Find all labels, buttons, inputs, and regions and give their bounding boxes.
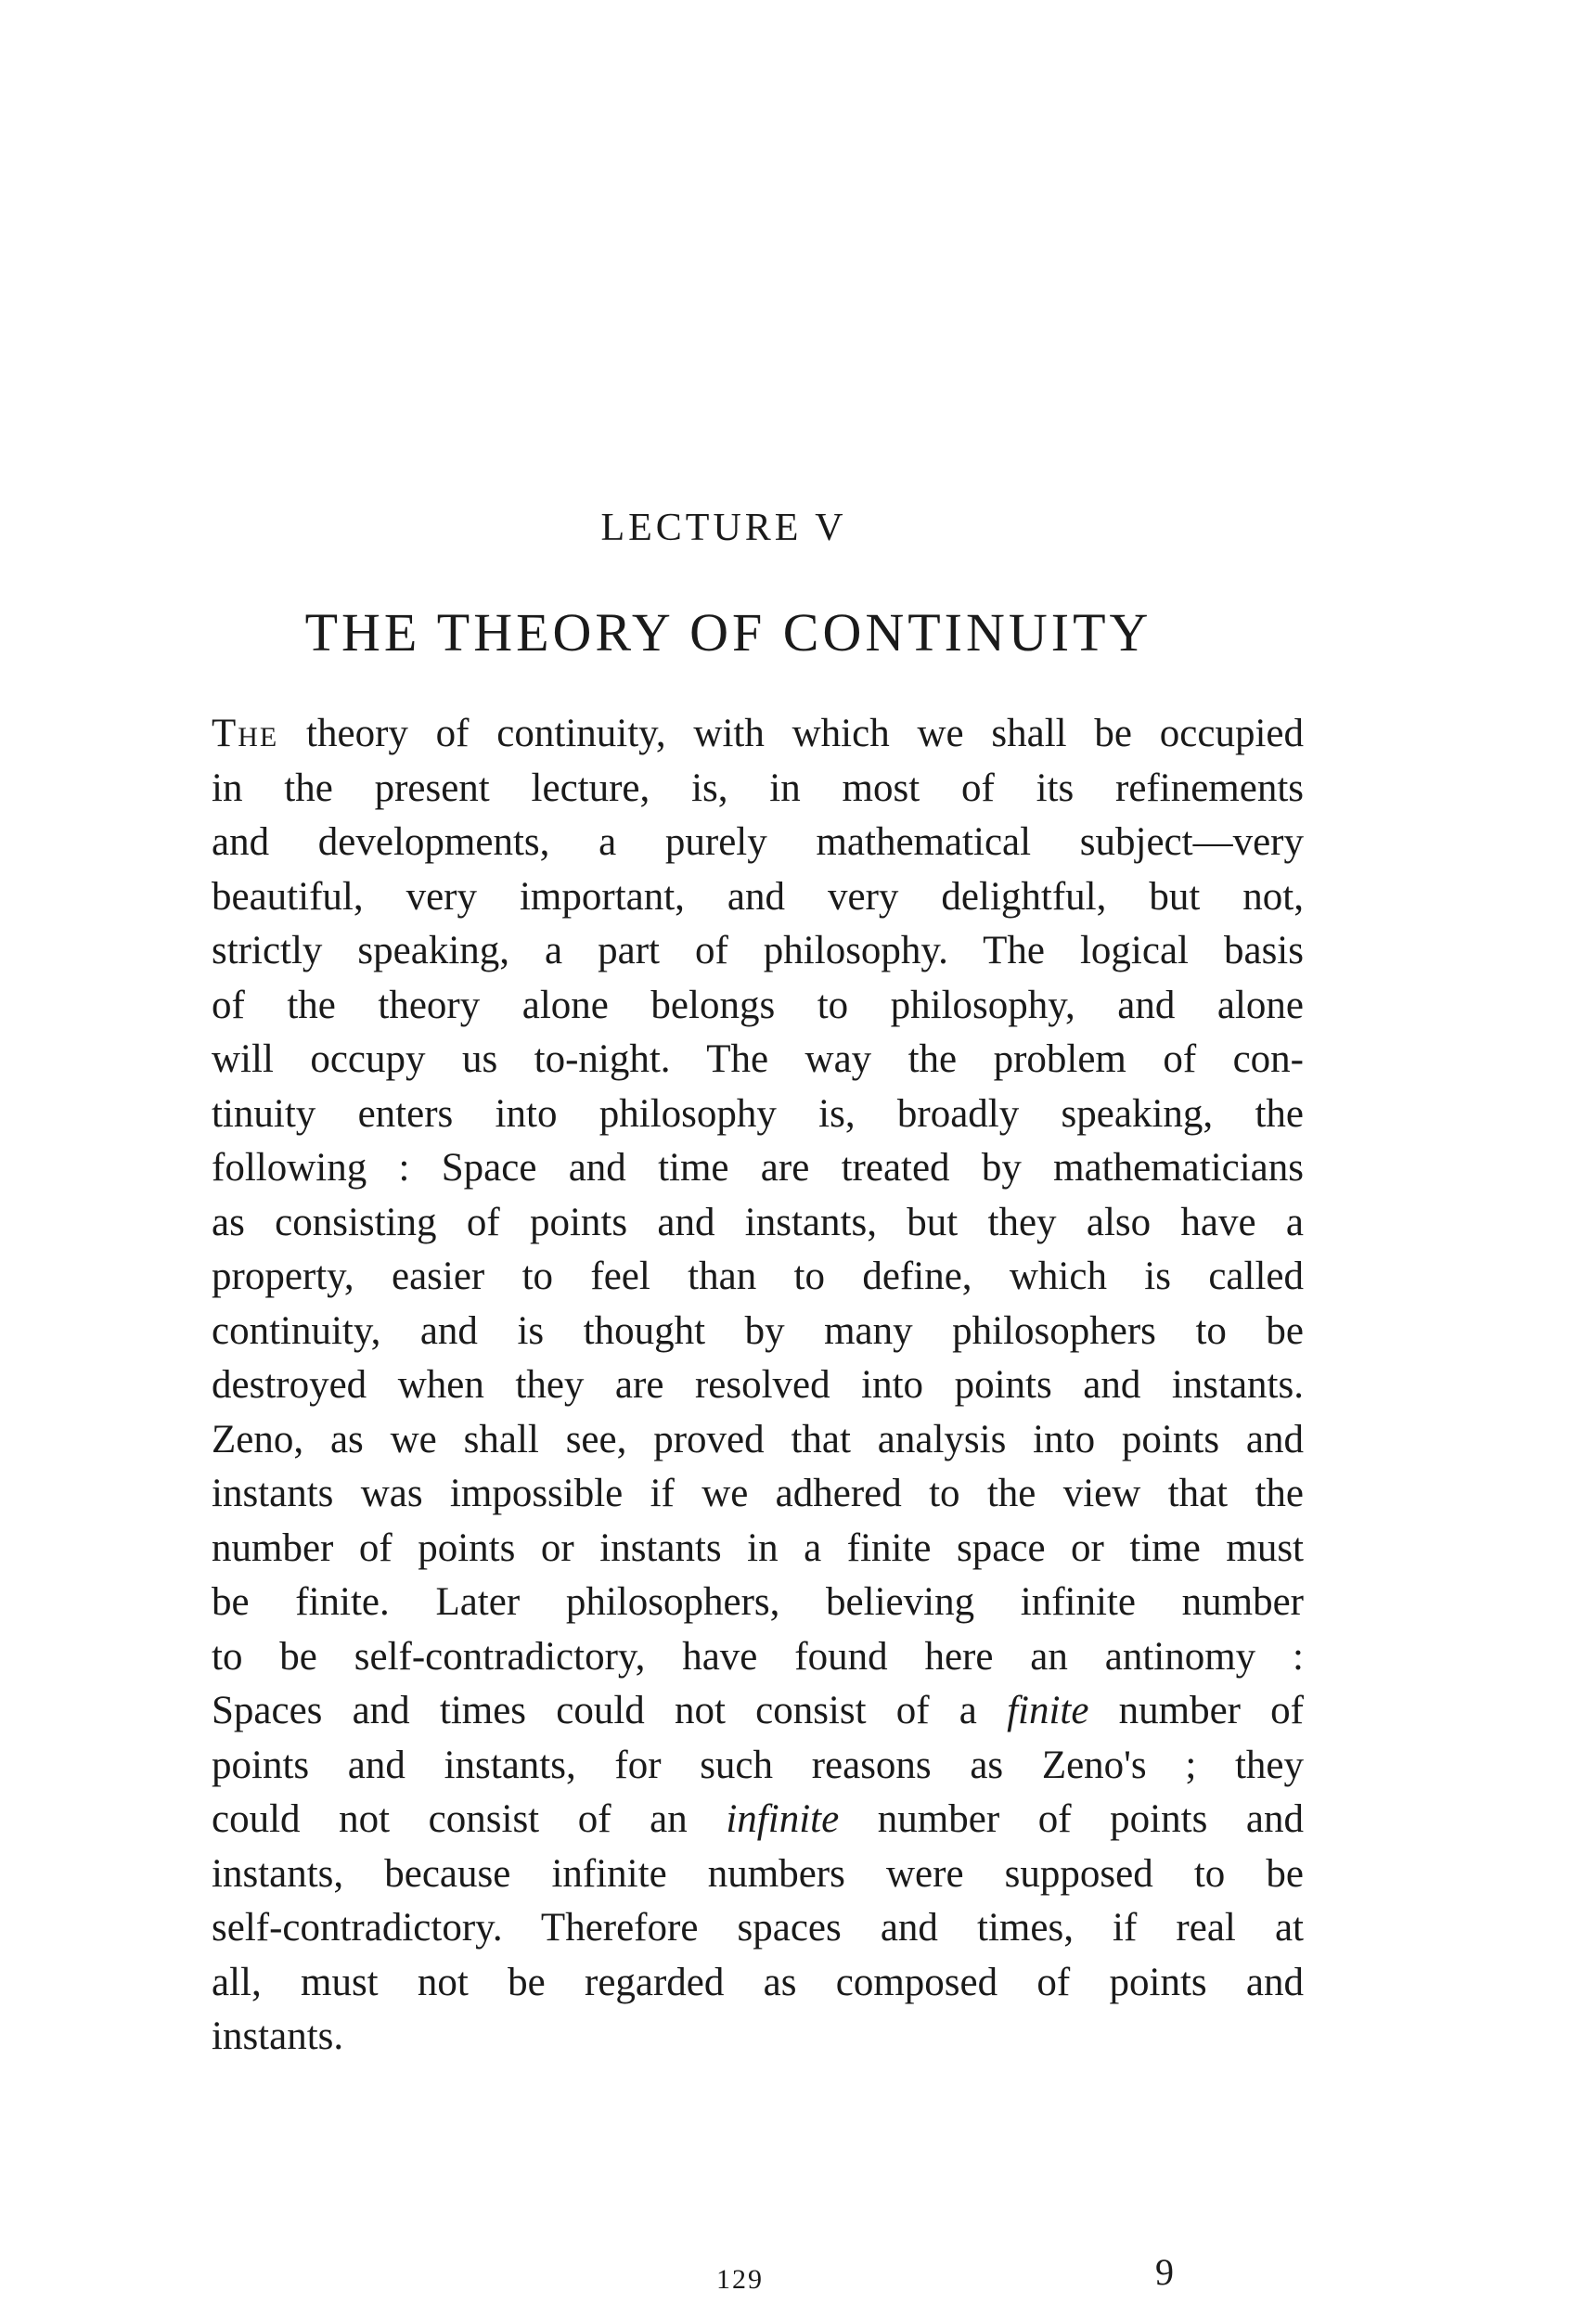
text-line: strictly speaking, a part of philosophy. The logical basis bbox=[212, 929, 1304, 972]
text-line: The theory of continuity, with which we shall be occupied bbox=[212, 712, 1304, 755]
text-line: and developments, a purely mathematical subject—very bbox=[212, 820, 1304, 864]
text-line: property, easier to feel than to define, which is called bbox=[212, 1255, 1304, 1298]
opening-word: The bbox=[212, 712, 279, 755]
text-line: be finite. Later philosophers, believing infinite number bbox=[212, 1580, 1304, 1624]
italic-finite: finite bbox=[1007, 1689, 1089, 1732]
italic-infinite: infinite bbox=[726, 1797, 840, 1841]
text-line: number of points or instants in a finite space or time must bbox=[212, 1525, 1304, 1570]
lecture-label: LECTURE V bbox=[600, 507, 847, 549]
text-line: as consisting of points and instants, but they also have a bbox=[212, 1200, 1304, 1244]
body-paragraph bbox=[212, 707, 1304, 2065]
signature-mark: 9 bbox=[1155, 2251, 1174, 2293]
text-line: instants, because infinite numbers were supposed to be bbox=[212, 1851, 1304, 1896]
text-line: will occupy us to-night. The way the problem of con- bbox=[212, 1037, 1304, 1081]
text-line: destroyed when they are resolved into points and instants. bbox=[212, 1363, 1304, 1407]
text-line: all, must not be regarded as composed of points and bbox=[212, 1960, 1304, 2004]
text-line: Spaces and times could not consist of a finite number of bbox=[212, 1689, 1305, 1732]
text-line: Zeno, as we shall see, proved that analysis into points and bbox=[212, 1417, 1304, 1461]
text-line: instants was impossible if we adhered to the view that the bbox=[212, 1472, 1304, 1515]
text-line: continuity, and is thought by many philosophers to be bbox=[212, 1308, 1304, 1353]
page-number: 129 bbox=[716, 2264, 764, 2295]
text-line: points and instants, for such reasons as Zeno's ; they bbox=[212, 1743, 1304, 1787]
text-line: to be self-contradictory, have found here an antinomy : bbox=[212, 1634, 1304, 1679]
chapter-title: THE THEORY OF CONTINUITY bbox=[304, 602, 1152, 663]
text-line: following : Space and time are treated by mathematicians bbox=[212, 1146, 1304, 1190]
text-line: in the present lecture, is, in most of its refinements bbox=[212, 766, 1304, 810]
text-line: of the theory alone belongs to philosophy, and alone bbox=[212, 983, 1304, 1027]
text-line: beautiful, very important, and very delightful, but not, bbox=[212, 874, 1304, 919]
text-line: tinuity enters into philosophy is, broadly speaking, the bbox=[212, 1091, 1304, 1136]
text-line: self-contradictory. Therefore spaces and times, if real at bbox=[212, 1906, 1304, 1950]
text-line: instants. bbox=[212, 2014, 344, 2058]
text-line: could not consist of an infinite number of points and bbox=[212, 1797, 1304, 1841]
